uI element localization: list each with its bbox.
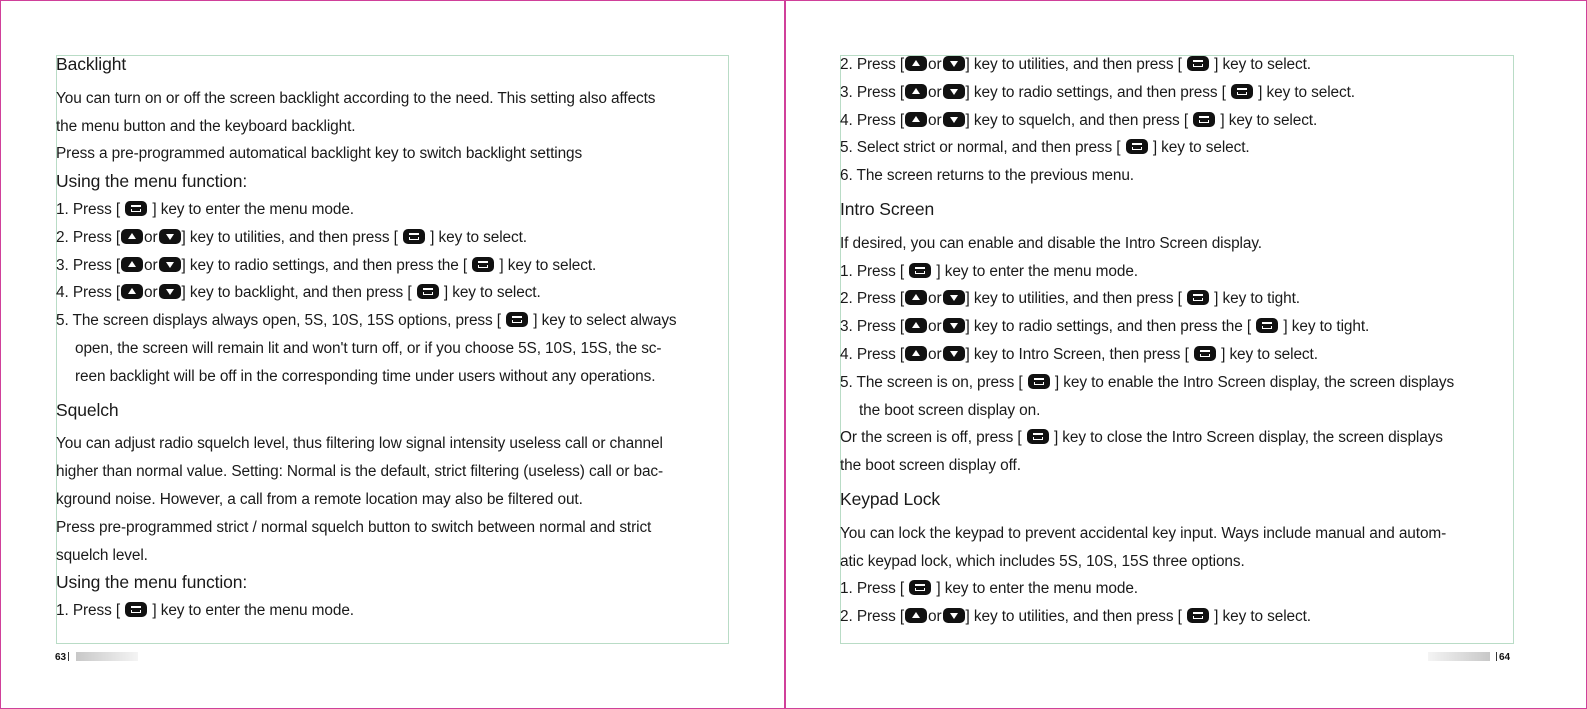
squelch-intro-line: higher than normal value. Setting: Normal is the default, strict filtering (useless) call or bac- <box>56 463 664 481</box>
squelch-heading: Squelch <box>56 399 119 420</box>
menu-key-icon <box>1187 290 1209 305</box>
backlight-step-3: 3. Press [ or ] key to radio settings, and then press the [ ] key to select. <box>56 256 597 274</box>
menu-key-icon <box>1028 374 1050 389</box>
keypad-lock-intro-line: You can lock the keypad to prevent accidental key input. Ways include manual and autom- <box>840 524 1447 542</box>
up-key-icon <box>905 290 927 305</box>
keypad-lock-step-2: 2. Press [ or ] key to utilities, and then press [ ] key to select. <box>840 608 1311 626</box>
backlight-step-5-continued: open, the screen will remain lit and won't turn off, or if you choose 5S, 10S, 15S, the sc- <box>75 339 662 357</box>
menu-key-icon <box>125 602 147 617</box>
intro-screen-off-continued: the boot screen display off. <box>840 457 1021 475</box>
backlight-step-5-continued: reen backlight will be off in the corresponding time under users without any operations. <box>75 367 656 385</box>
up-key-icon <box>121 257 143 272</box>
menu-key-icon <box>1231 84 1253 99</box>
page-fold <box>784 0 786 709</box>
menu-key-icon <box>1187 608 1209 623</box>
menu-key-icon <box>1126 139 1148 154</box>
up-key-icon <box>121 284 143 299</box>
backlight-step-1: 1. Press [ ] key to enter the menu mode. <box>56 200 354 218</box>
squelch-step-5: 5. Select strict or normal, and then press [ ] key to select. <box>840 139 1250 157</box>
squelch-intro-line: kground noise. However, a call from a remote location may also be filtered out. <box>56 490 583 508</box>
up-key-icon <box>905 318 927 333</box>
down-key-icon <box>943 290 965 305</box>
backlight-preprogrammed-text: Press a pre-programmed automatical backlight key to switch backlight settings <box>56 145 583 163</box>
squelch-step-2: 2. Press [ or ] key to utilities, and then press [ ] key to select. <box>840 56 1311 73</box>
page-number-bar <box>1428 652 1490 661</box>
up-key-icon <box>905 346 927 361</box>
backlight-step-5: 5. The screen displays always open, 5S, 10S, 15S options, press [ ] key to select always <box>56 312 677 330</box>
menu-key-icon <box>1256 318 1278 333</box>
keypad-lock-step-1: 1. Press [ ] key to enter the menu mode. <box>840 580 1138 598</box>
menu-key-icon <box>1187 56 1209 71</box>
down-key-icon <box>943 56 965 71</box>
down-key-icon <box>159 284 181 299</box>
menu-key-icon <box>1027 429 1049 444</box>
menu-key-icon <box>125 201 147 216</box>
backlight-menu-heading: Using the menu function: <box>56 171 248 192</box>
keypad-lock-heading: Keypad Lock <box>840 488 941 509</box>
squelch-step-4: 4. Press [ or ] key to squelch, and then press [ ] key to select. <box>840 111 1318 129</box>
up-key-icon <box>905 56 927 71</box>
page-number-right: 64 <box>1494 652 1510 663</box>
left-page <box>56 51 756 625</box>
squelch-intro-line: You can adjust radio squelch level, thus filtering low signal intensity useless call or channel <box>56 435 663 453</box>
backlight-step-2: 2. Press [ or ] key to utilities, and then press [ ] key to select. <box>56 228 527 246</box>
squelch-step-3: 3. Press [ or ] key to radio settings, and then press [ ] key to select. <box>840 83 1355 101</box>
down-key-icon <box>943 112 965 127</box>
page-number-bar <box>76 652 138 661</box>
menu-key-icon <box>472 257 494 272</box>
right-page <box>840 51 1540 631</box>
squelch-step-1: 1. Press [ ] key to enter the menu mode. <box>56 602 354 620</box>
keypad-lock-intro-line: atic keypad lock, which includes 5S, 10S, 15S three options. <box>840 552 1245 570</box>
squelch-menu-heading: Using the menu function: <box>56 572 248 593</box>
up-key-icon <box>905 84 927 99</box>
squelch-preprogrammed-text: squelch level. <box>56 546 148 564</box>
menu-key-icon <box>1194 346 1216 361</box>
up-key-icon <box>905 112 927 127</box>
menu-key-icon <box>506 312 528 327</box>
menu-key-icon <box>909 263 931 278</box>
squelch-step-6: 6. The screen returns to the previous menu. <box>840 167 1134 185</box>
down-key-icon <box>943 346 965 361</box>
menu-key-icon <box>909 580 931 595</box>
down-key-icon <box>943 608 965 623</box>
down-key-icon <box>943 318 965 333</box>
menu-key-icon <box>1193 112 1215 127</box>
intro-screen-step-3: 3. Press [ or ] key to radio settings, and then press the [ ] key to tight. <box>840 318 1370 336</box>
intro-screen-step-2: 2. Press [ or ] key to utilities, and then press [ ] key to tight. <box>840 290 1300 308</box>
intro-screen-intro: If desired, you can enable and disable the Intro Screen display. <box>840 234 1262 252</box>
down-key-icon <box>159 229 181 244</box>
intro-screen-off-text: Or the screen is off, press [ ] key to close the Intro Screen display, the screen displays <box>840 429 1443 447</box>
menu-key-icon <box>417 284 439 299</box>
up-key-icon <box>905 608 927 623</box>
up-key-icon <box>121 229 143 244</box>
backlight-intro-line: the menu button and the keyboard backlight. <box>56 117 356 135</box>
backlight-heading: Backlight <box>56 54 127 74</box>
menu-key-icon <box>403 229 425 244</box>
intro-screen-step-1: 1. Press [ ] key to enter the menu mode. <box>840 262 1138 280</box>
down-key-icon <box>943 84 965 99</box>
intro-screen-step-5: 5. The screen is on, press [ ] key to enable the Intro Screen display, the screen displays <box>840 373 1455 391</box>
intro-screen-heading: Intro Screen <box>840 198 935 219</box>
down-key-icon <box>159 257 181 272</box>
intro-screen-step-5-continued: the boot screen display on. <box>859 401 1041 419</box>
backlight-intro-line: You can turn on or off the screen backlight according to the need. This setting also affects <box>56 89 656 107</box>
intro-screen-step-4: 4. Press [ or ] key to Intro Screen, then press [ ] key to select. <box>840 345 1318 363</box>
page-number-left: 63 <box>55 652 71 663</box>
backlight-step-4: 4. Press [ or ] key to backlight, and then press [ ] key to select. <box>56 284 541 302</box>
squelch-preprogrammed-text: Press pre-programmed strict / normal squelch button to switch between normal and strict <box>56 518 652 536</box>
